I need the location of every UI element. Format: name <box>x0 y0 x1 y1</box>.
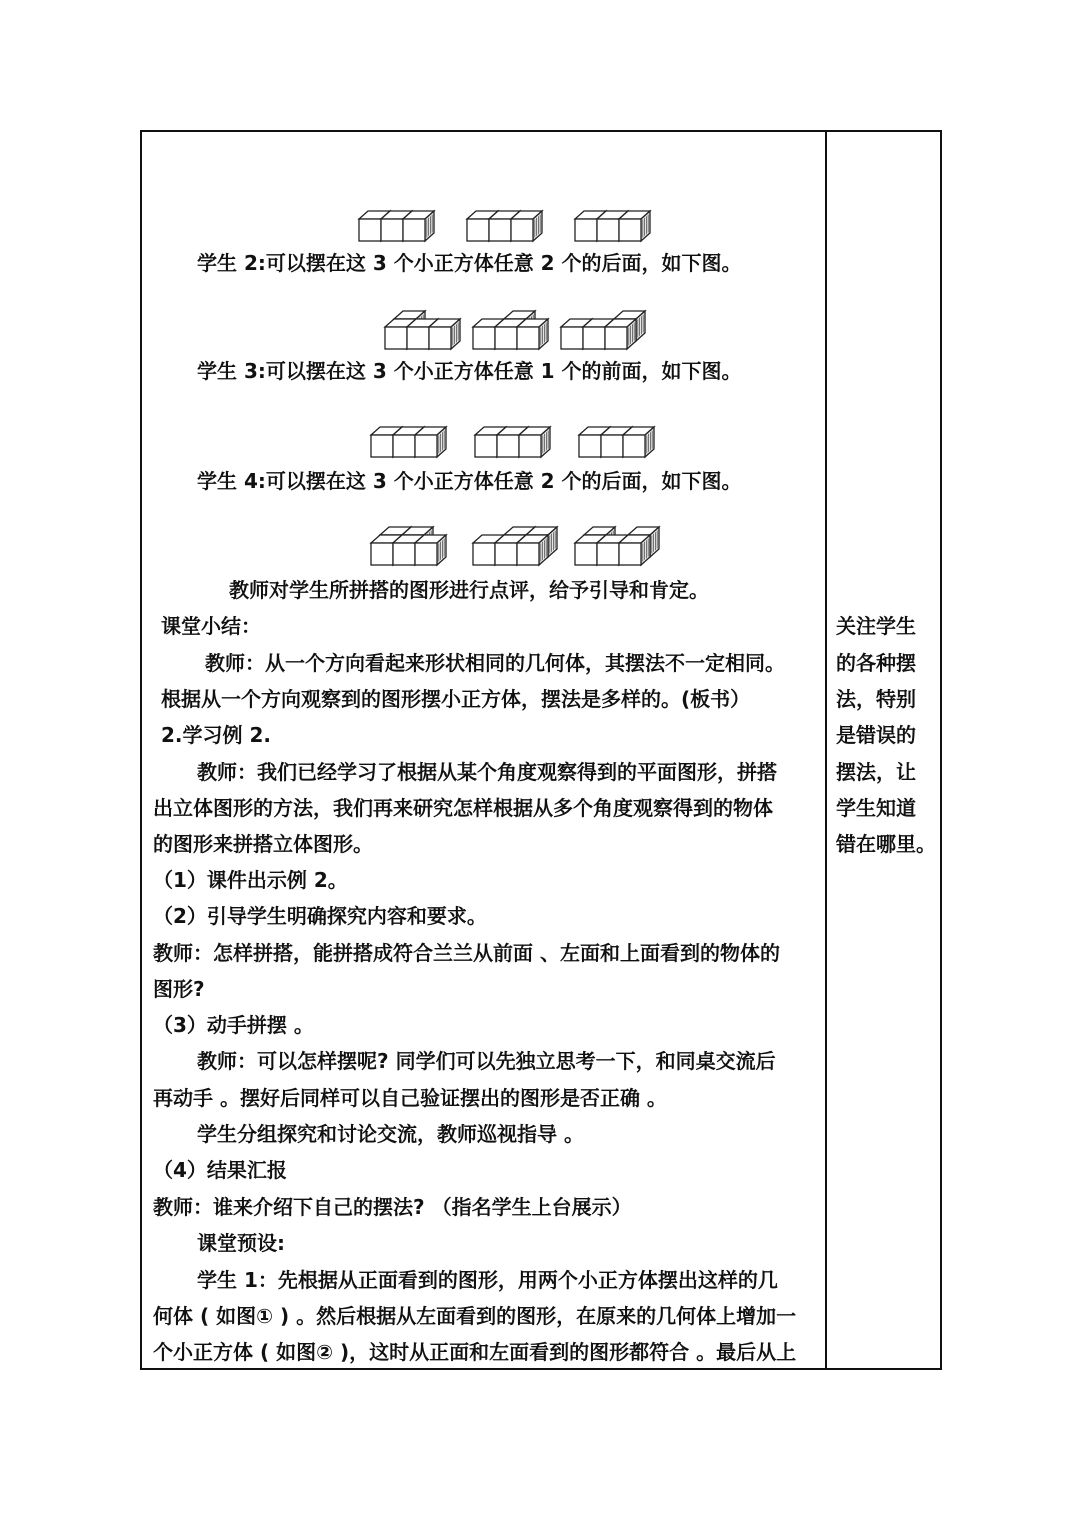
column-divider <box>825 130 827 1370</box>
text-line: （3）动手拼摆 。 <box>153 1013 314 1037</box>
note-line: 错在哪里。 <box>836 832 936 856</box>
text-line: 再动手 。摆好后同样可以自己验证摆出的图形是否正确 。 <box>153 1086 667 1110</box>
note-line: 学生知道 <box>836 796 916 820</box>
text-line: 出立体图形的方法，我们再来研究怎样根据从多个角度观察得到的物体 <box>153 796 773 820</box>
note-line: 法，特别 <box>836 687 916 711</box>
cube-drawing <box>517 535 548 565</box>
cube-figure-row-2 <box>141 297 825 357</box>
cube-drawings <box>141 405 825 465</box>
text-line: 个小正方体 ( 如图② )，这时从正面和左面看到的图形都符合 。最后从上 <box>153 1340 797 1364</box>
cube-drawing <box>415 535 446 565</box>
cube-drawings <box>141 513 825 573</box>
cube-drawing <box>415 427 446 457</box>
text-line: 教师：可以怎样摆呢? 同学们可以先独立思考一下，和同桌交流后 <box>197 1049 776 1073</box>
text-line: 教师：谁来介绍下自己的摆法? （指名学生上台展示） <box>153 1195 632 1219</box>
section-heading: 课堂小结： <box>161 614 261 638</box>
cube-figure-row-4 <box>141 513 825 573</box>
cube-drawing <box>605 319 636 349</box>
text-line: （4）结果汇报 <box>153 1158 287 1182</box>
cube-drawing <box>623 427 654 457</box>
text-line: 的图形来拼搭立体图形。 <box>153 832 373 856</box>
text-line: 学生分组探究和讨论交流，教师巡视指导 。 <box>197 1122 584 1146</box>
text-line: 教师：怎样拼搭，能拼搭成符合兰兰从前面 、左面和上面看到的物体的 <box>153 941 780 965</box>
cube-drawing <box>517 319 548 349</box>
note-line: 关注学生 <box>836 614 916 638</box>
text-line: 教师：我们已经学习了根据从某个角度观察得到的平面图形，拼搭 <box>197 760 777 784</box>
text-line: 图形? <box>153 977 205 1001</box>
text-line: 何体 ( 如图① ) 。然后根据从左面看到的图形，在原来的几何体上增加一 <box>153 1304 797 1328</box>
note-line: 的各种摆 <box>836 651 916 675</box>
text-line: 学生 2:可以摆在这 3 个小正方体任意 2 个的后面，如下图。 <box>197 251 742 275</box>
main-cell <box>141 131 825 1369</box>
cube-drawings <box>141 297 825 357</box>
text-line: 学生 1：先根据从正面看到的图形，用两个小正方体摆出这样的几 <box>197 1268 778 1292</box>
cube-figure-row-1 <box>141 189 825 249</box>
cube-drawing <box>429 319 460 349</box>
text-line: 课堂预设: <box>197 1231 285 1255</box>
text-line: 2.学习例 2. <box>161 723 271 747</box>
cube-drawing <box>519 427 550 457</box>
cube-figure-row-3 <box>141 405 825 465</box>
text-line: （1）课件出示例 2。 <box>153 868 348 892</box>
cube-drawing <box>619 211 650 241</box>
note-line: 摆法，让 <box>836 760 916 784</box>
cube-drawing <box>403 211 434 241</box>
text-line: 学生 3:可以摆在这 3 个小正方体任意 1 个的前面，如下图。 <box>197 359 742 383</box>
text-line: 学生 4:可以摆在这 3 个小正方体任意 2 个的后面，如下图。 <box>197 469 742 493</box>
cube-drawings <box>141 189 825 249</box>
text-line: （2）引导学生明确探究内容和要求。 <box>153 904 487 928</box>
cube-drawing <box>619 535 650 565</box>
text-line: 教师对学生所拼搭的图形进行点评，给予引导和肯定。 <box>229 578 709 602</box>
cube-drawing <box>511 211 542 241</box>
note-line: 是错误的 <box>836 723 916 747</box>
text-line: 根据从一个方向观察到的图形摆小正方体，摆法是多样的。(板书） <box>161 687 751 711</box>
text-line: 教师：从一个方向看起来形状相同的几何体，其摆法不一定相同。 <box>205 651 785 675</box>
